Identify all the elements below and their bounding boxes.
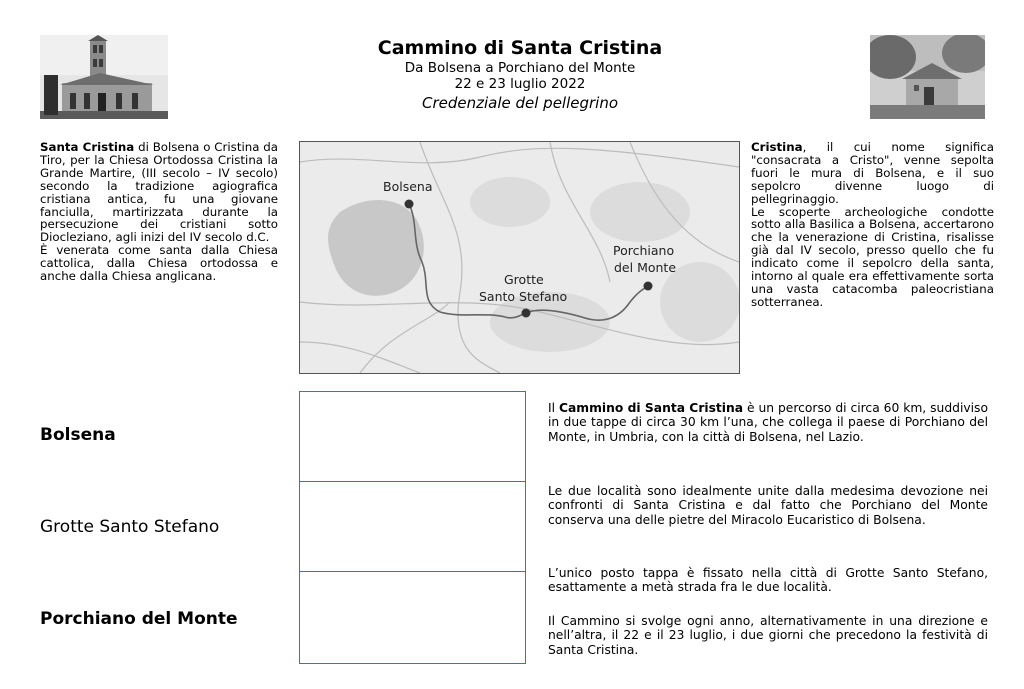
basilica-photo: [40, 35, 168, 119]
cristina-name: Cristina: [751, 140, 803, 154]
cristina-burial-text: [751, 141, 994, 309]
header-title-block: [300, 36, 740, 114]
stamp-box-bolsena[interactable]: [299, 391, 526, 482]
description-p2: Le due località sono idealmente unite dalla medesima devozione nei confronti di Santa Cristina e dal fatto che Porchiano del Monte conserva una delle pietre del Miracolo Eucaristico di Bolsena.: [548, 484, 988, 527]
chapel-photo: [870, 35, 985, 119]
santa-cristina-veneration: È venerata come santa dalla Chiesa cattolica, dalla Chiesa ortodossa e anche dalla Chiesa anglicana.: [40, 243, 278, 284]
santa-cristina-bio: di Bolsena o Cristina da Tiro, per la Chiesa Ortodossa Cristina la Grande Martire, (III secolo – IV secolo) secondo la tradizione agiografica cristiana antica, fu una giovane fanciulla, martirizzata durante la persecuzione dei cristiani sotto Diocleziano, agli inizi del IV secolo d.C.: [40, 140, 278, 245]
stamp-box-grotte[interactable]: [299, 481, 526, 572]
map-label-porchiano-line1: Porchiano: [613, 243, 675, 258]
description-p1-bold: Cammino di Santa Cristina: [558, 401, 744, 415]
map-label-grotte-line1: Grotte: [504, 272, 544, 287]
stage-porchiano: Porchiano del Monte: [40, 609, 238, 629]
description-p1-post: è un percorso di circa 60 km, suddiviso in due tappe di circa 30 km l’una, che collega il paese di Porchiano del Monte, in Umbria, con la città di Bolsena, nel Lazio.: [548, 401, 988, 444]
santa-cristina-intro: [40, 141, 278, 283]
map-label-grotte-line2: Santo Stefano: [479, 289, 568, 304]
description-p4: Il Cammino si svolge ogni anno, alternativamente in una direzione e nell’altra, il 22 e il 23 luglio, i due giorni che precedono la festività di Santa Cristina.: [548, 614, 988, 657]
route-subtitle: Da Bolsena a Porchiano del Monte: [404, 60, 636, 76]
document-name: Credenziale del pellegrino: [421, 94, 619, 112]
event-dates: 22 e 23 luglio 2022: [454, 76, 586, 92]
archaeology-text: Le scoperte archeologiche condotte sotto alla Basilica a Bolsena, accertarono che la venerazione di Cristina, risalisse già dal IV secolo, presso quello che fu indicato come il sepolcro della santa, intorno al quale era effettivamente sorta una vasta catacomba paleocristiana sotterranea.: [751, 204, 994, 309]
description-p1-pre: Il: [548, 401, 559, 415]
page-title: Cammino di Santa Cristina: [377, 37, 663, 59]
stamp-box-porchiano[interactable]: [299, 571, 526, 664]
description-p3: L’unico posto tappa è fissato nella città di Grotte Santo Stefano, esattamente a metà strada fra le due località.: [548, 566, 988, 595]
stage-grotte: Grotte Santo Stefano: [40, 517, 220, 537]
route-map: [299, 141, 740, 374]
santa-cristina-name: Santa Cristina: [40, 140, 135, 154]
description-p1: [548, 401, 988, 444]
map-label-bolsena: Bolsena: [383, 179, 433, 194]
stage-bolsena: Bolsena: [40, 425, 116, 445]
cristina-burial: , il cui nome significa "consacrata a Cristo", venne sepolta fuori le mura di Bolsena, e il suo sepolcro divenne luogo di pellegrinaggio.: [751, 140, 994, 206]
map-label-porchiano-line2: del Monte: [614, 260, 677, 275]
